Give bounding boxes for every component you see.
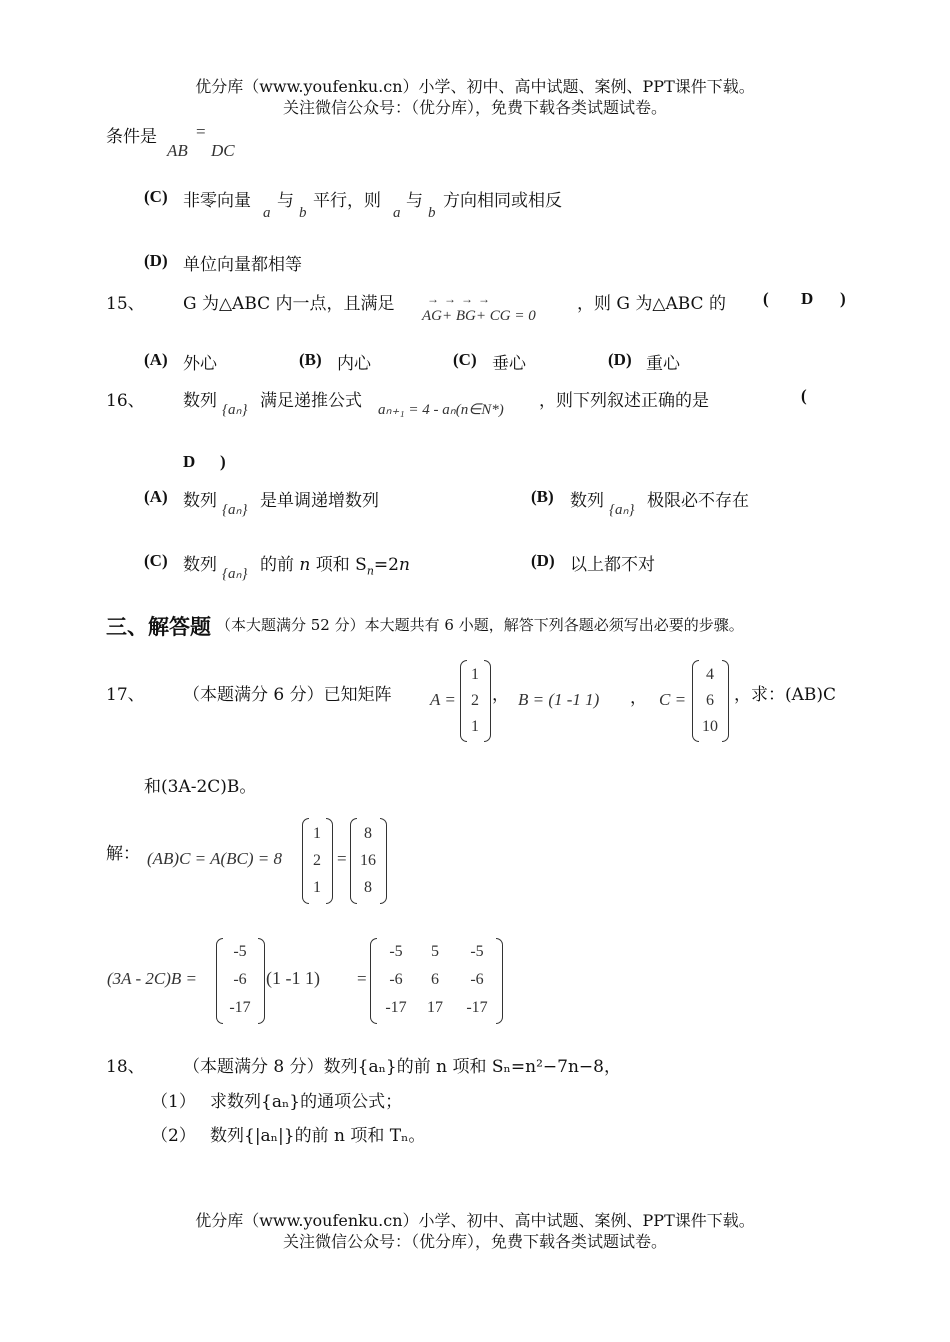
q16-text3: ，则下列叙述正确的是	[539, 391, 709, 411]
q16-option-c-n: n	[299, 555, 311, 575]
q17-solution2-eq: =	[357, 969, 367, 988]
q14-option-c-with2: 与	[406, 191, 423, 211]
q15-option-d-label: (D)	[608, 350, 632, 369]
q15-answer-close: )	[840, 289, 846, 308]
q17-ask: ，求：(AB)C	[734, 685, 837, 705]
q15-answer-open: (	[763, 289, 769, 308]
matrix-cell: -5	[470, 943, 484, 960]
q18-part1-number: （1）	[151, 1092, 196, 1112]
q17-solution2-result-col1	[378, 938, 414, 1022]
q17-solution2-row: (1 -1 1)	[266, 968, 320, 988]
q16-option-c-text2	[260, 550, 410, 577]
q17-solution2-expr: (3A - 2C)B =	[107, 969, 198, 988]
matrix-cell: -6	[470, 971, 484, 988]
q17-comma1: ，	[492, 685, 509, 705]
q17-ask2: 和(3A-2C)B。	[144, 777, 257, 797]
q15-text1: G 为△ABC 内一点，且满足	[183, 294, 395, 314]
q16-option-a-text1: 数列	[183, 491, 217, 511]
q16-option-c-sub: n	[366, 564, 374, 578]
q15-option-b-label: (B)	[299, 350, 322, 369]
q16-option-c-n2: n	[398, 555, 410, 575]
q17-number: 17、	[106, 685, 145, 705]
q15-option-b-text: 内心	[337, 354, 371, 374]
q14-option-c-text1: 非零向量	[183, 191, 251, 211]
q14-cond-text: 条件是	[106, 127, 157, 147]
q16-option-a-text2: 是单调递增数列	[260, 491, 379, 511]
q17-solution1-result-rparen	[380, 818, 387, 904]
q14-option-c-text2: 平行，则	[313, 191, 381, 211]
header-line1: 优分库（www.youfenku.cn）小学、初中、高中试题、案例、PPT课件下载。	[195, 77, 755, 96]
q15-option-c-text: 垂心	[492, 354, 526, 374]
q14-cond-ab: AB	[167, 141, 188, 160]
q16-option-c-text1: 数列	[183, 555, 217, 575]
matrix-cell: 1	[313, 825, 321, 842]
q16-option-c-text2c: =2	[373, 555, 399, 575]
q16-answer: D	[183, 452, 196, 471]
matrix-cell: 17	[427, 999, 443, 1016]
matrix-cell: 1	[471, 666, 479, 683]
q17-solution1-result	[350, 818, 386, 902]
q16-option-b-label: (B)	[531, 487, 554, 506]
q16-option-b-seq: {aₙ}	[609, 502, 635, 518]
matrix-cell: -5	[233, 943, 247, 960]
matrix-cell: -6	[233, 971, 247, 988]
matrix-cell: -17	[385, 999, 407, 1016]
q17-matrix-a-rparen	[484, 660, 491, 742]
matrix-cell: -17	[229, 999, 251, 1016]
q17-solution2-result	[370, 938, 502, 1022]
q17-solution2-vector-col	[222, 938, 258, 1022]
q14-option-d-text: 单位向量都相等	[183, 255, 302, 275]
q16-seq: {aₙ}	[222, 402, 248, 418]
q18-part2-number: （2）	[151, 1126, 196, 1146]
q15-formula: AG+ BG+ CG = 0	[422, 308, 536, 324]
q17-solution1-result-col	[356, 820, 380, 901]
footer-line2: 关注微信公众号：（优分库），免费下载各类试题试卷。	[282, 1232, 667, 1251]
q16-answer-open: (	[801, 386, 807, 405]
q17-solution1-eq: =	[337, 849, 347, 868]
q15-text2: ，则 G 为△ABC 的	[577, 294, 726, 314]
q16-option-a-label: (A)	[144, 487, 168, 506]
matrix-cell: 1	[313, 879, 321, 896]
q14-option-c-a2: a	[393, 205, 401, 221]
q16-answer-close: )	[220, 452, 226, 471]
q16-option-d-label: (D)	[531, 551, 555, 570]
q17-solution2-result-col3	[458, 938, 496, 1022]
q14-option-c-a1: a	[263, 205, 271, 221]
q18-part2-text: 数列{|aₙ|}的前 n 项和 Tₙ。	[210, 1126, 426, 1146]
section3-desc: （本大题满分 52 分）本大题共有 6 小题，解答下列各题必须写出必要的步骤。	[216, 616, 744, 634]
matrix-cell: 2	[313, 852, 321, 869]
q18-intro: （本题满分 8 分）数列{aₙ}的前 n 项和 Sₙ=n²−7n−8，	[183, 1057, 621, 1077]
q14-option-c-b1: b	[299, 205, 307, 221]
q17-c-label: C =	[659, 690, 687, 709]
q17-solution1-vector-rparen	[326, 818, 333, 904]
q14-option-c-label: (C)	[144, 187, 168, 206]
q15-option-c-label: (C)	[453, 350, 477, 369]
q17-comma2: ，	[630, 688, 647, 708]
q18-number: 18、	[106, 1057, 145, 1077]
q16-option-b-text1: 数列	[570, 491, 604, 511]
matrix-cell: -6	[389, 971, 403, 988]
q16-option-a-seq: {aₙ}	[222, 502, 248, 518]
q14-option-c-b2: b	[428, 205, 436, 221]
q16-option-c-seq: {aₙ}	[222, 566, 248, 582]
q17-matrix-a	[460, 660, 490, 740]
q17-matrix-c	[692, 660, 728, 740]
q17-intro: （本题满分 6 分）已知矩阵	[183, 685, 392, 705]
header-line2: 关注微信公众号：（优分库），免费下载各类试题试卷。	[282, 98, 667, 117]
matrix-cell: 1	[471, 718, 479, 735]
q15-option-d-text: 重心	[646, 354, 680, 374]
q17-solution1-vector-col	[308, 820, 326, 901]
q14-option-d-label: (D)	[144, 251, 168, 270]
q17-b-expr: B = (1 -1 1)	[518, 690, 600, 709]
q14-cond-dc: DC	[211, 141, 235, 160]
matrix-cell: 6	[706, 692, 714, 709]
q17-solution2-result-col2	[418, 938, 452, 1022]
q14-option-c-with1: 与	[277, 191, 294, 211]
matrix-cell: 4	[706, 666, 714, 683]
q16-option-b-text2: 极限必不存在	[647, 491, 749, 511]
matrix-cell: 8	[364, 879, 372, 896]
q15-number: 15、	[106, 294, 145, 314]
footer-line1: 优分库（www.youfenku.cn）小学、初中、高中试题、案例、PPT课件下载。	[195, 1211, 755, 1230]
q16-option-c-label: (C)	[144, 551, 168, 570]
q17-matrix-c-col	[698, 662, 722, 740]
q17-solution-label: 解：	[106, 844, 140, 864]
q16-option-c-text2b: 项和 S	[310, 555, 367, 575]
q18-part1-text: 求数列{aₙ}的通项公式；	[210, 1092, 403, 1112]
q16-text2: 满足递推公式	[260, 391, 362, 411]
section3-title: 三、解答题	[106, 614, 211, 639]
q16-text1: 数列	[183, 391, 217, 411]
q16-number: 16、	[106, 391, 145, 411]
q15-answer: D	[801, 289, 814, 308]
matrix-cell: -17	[466, 999, 488, 1016]
matrix-cell: -5	[389, 943, 403, 960]
q14-option-c-text3: 方向相同或相反	[443, 191, 562, 211]
q17-matrix-c-rparen	[722, 660, 729, 742]
q17-solution2-result-lparen	[370, 938, 377, 1024]
q17-solution1-vector	[302, 818, 332, 902]
q15-option-a-label: (A)	[144, 350, 168, 369]
q17-solution2-vector	[216, 938, 264, 1022]
q17-solution1-expr: (AB)C = A(BC) = 8	[147, 849, 282, 868]
q17-solution2-result-rparen	[496, 938, 503, 1024]
q16-formula: aₙ₊₁ = 4 - aₙ(n∈N*)	[378, 402, 504, 418]
q17-solution2-vector-rparen	[258, 938, 265, 1024]
q16-option-d-text: 以上都不对	[570, 555, 655, 575]
q17-matrix-a-col	[466, 662, 484, 740]
matrix-cell: 8	[364, 825, 372, 842]
q15-option-a-text: 外心	[183, 354, 217, 374]
q15-arrows: → → → →	[427, 292, 491, 306]
q17-a-label: A =	[430, 690, 456, 709]
matrix-cell: 2	[471, 692, 479, 709]
matrix-cell: 10	[702, 718, 718, 735]
matrix-cell: 6	[431, 971, 439, 988]
q14-cond-eq: =	[196, 122, 206, 141]
matrix-cell: 5	[431, 943, 439, 960]
q16-option-c-text2a: 的前	[260, 555, 300, 575]
matrix-cell: 16	[360, 852, 376, 869]
